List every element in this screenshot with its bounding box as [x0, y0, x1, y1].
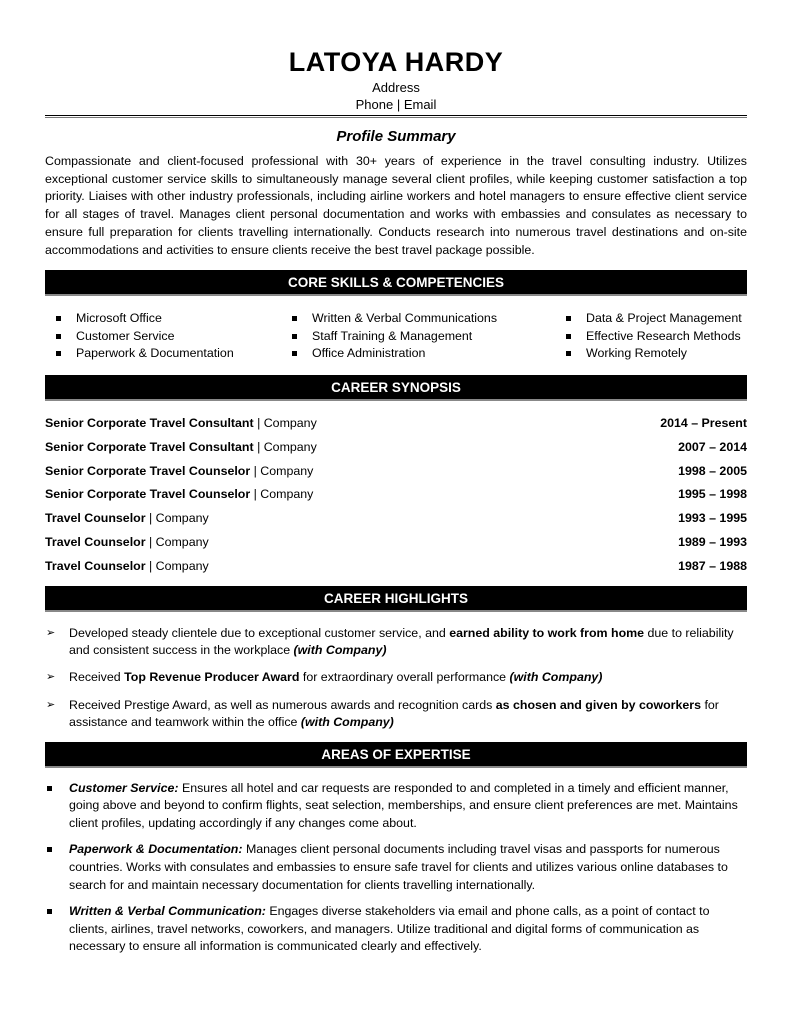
address: Address — [372, 80, 420, 95]
company: | Company — [145, 534, 209, 549]
expertise-list — [45, 780, 747, 956]
highlight-text: for assistance and teamwork within the office — [69, 697, 719, 730]
job-dates: 1993 – 1995 — [678, 511, 747, 526]
job-title: Senior Corporate Travel Counselor — [45, 487, 251, 502]
skill-item: Office Administration — [281, 345, 555, 363]
expertise-item — [45, 903, 747, 956]
skill-item: Paperwork & Documentation — [45, 345, 281, 363]
skill-item: Effective Research Methods — [555, 328, 747, 346]
company: | Company — [145, 558, 209, 573]
highlight-text: due to reliability and consistent success in the workplace — [69, 625, 734, 657]
job-title: Senior Corporate Travel Counselor — [45, 463, 251, 478]
skill-item: Data & Project Management — [555, 310, 747, 328]
career-row — [45, 507, 747, 531]
skill-item: Microsoft Office — [45, 310, 281, 328]
square-bullet-icon — [45, 903, 69, 956]
expertise-label: Paperwork & Documentation: — [69, 842, 243, 857]
square-bullet-icon — [45, 780, 69, 833]
highlight-company: (with Company) — [293, 642, 387, 657]
skills-heading: CORE SKILLS & COMPETENCIES — [45, 270, 747, 296]
highlight-emphasis: earned ability to work from home — [449, 625, 645, 640]
job-dates: 1989 – 1993 — [678, 534, 747, 549]
arrow-bullet-icon: ➢ — [46, 626, 56, 639]
expertise-text: Manages client personal documents including travel visas and passports for numerous countries. Works with consulates and embassies to ensure safe travel for clients and utilizes various online databases to search for and maintain necessary documentation for clients travelling internationally. — [69, 842, 728, 892]
highlight-company: (with Company) — [300, 715, 394, 730]
skill-item: Written & Verbal Communications — [281, 310, 555, 328]
resume-page — [45, 45, 747, 965]
career-row — [45, 531, 747, 555]
career-row — [45, 483, 747, 507]
company: | Company — [250, 463, 314, 478]
highlight-text: for extraordinary overall performance — [299, 670, 510, 685]
profile-summary-title: Profile Summary — [336, 128, 456, 145]
highlight-emphasis: Top Revenue Producer Award — [124, 670, 300, 685]
highlight-item — [45, 669, 747, 686]
job-title: Travel Counselor — [45, 511, 146, 526]
career-synopsis-heading: CAREER SYNOPSIS — [45, 375, 747, 401]
arrow-bullet-icon: ➢ — [46, 698, 56, 711]
highlight-text: Received Prestige Award, as well as numerous awards and recognition cards — [69, 697, 496, 712]
highlight-item — [45, 625, 747, 660]
skills-column-3 — [555, 310, 747, 363]
expertise-label: Customer Service: — [69, 780, 179, 795]
company: | Company — [145, 511, 209, 526]
job-dates: 1995 – 1998 — [678, 487, 747, 502]
career-synopsis-list — [45, 412, 747, 579]
highlight-text: Received — [69, 670, 125, 685]
areas-of-expertise-heading: AREAS OF EXPERTISE — [45, 742, 747, 768]
career-row — [45, 460, 747, 484]
career-highlights-list — [45, 625, 747, 732]
profile-summary-text: Compassionate and client-focused professional with 30+ years of experience in the travel consulting industry. Utilizes exceptional customer service skills to simultaneously manage several client profiles, while keeping customer satisfaction a top priority. Liaises with other industry professionals, including airline workers and hotel managers to ensure effective client service for all stages of travel. Manages client personal documentation and works with embassies and consulates as necessary to ensure full preparation for clients travelling internationally. Conducts research into numerous travel destinations and on-site accommodations and activities to ensure clients receive the best travel package possible. — [45, 154, 747, 257]
expertise-item — [45, 780, 747, 833]
job-dates: 2007 – 2014 — [678, 439, 747, 454]
expertise-label: Written & Verbal Communication: — [69, 904, 266, 919]
company: | Company — [253, 416, 317, 430]
company: | Company — [253, 439, 317, 454]
company: | Company — [250, 487, 314, 502]
job-dates: 1998 – 2005 — [678, 463, 747, 478]
job-title: Travel Counselor — [45, 558, 146, 573]
skills-list — [45, 310, 747, 363]
skill-item: Customer Service — [45, 328, 281, 346]
skills-column-2 — [281, 310, 555, 363]
header-divider — [45, 115, 747, 118]
square-bullet-icon — [45, 841, 69, 894]
expertise-text: Engages diverse stakeholders via email and phone calls, as a point of contact to clients, airlines, travel networks, coworkers, and managers. Utilize traditional and digital forms of communication as necessary to ensure all information is communicated clearly and effectively. — [69, 904, 710, 954]
skill-item: Working Remotely — [555, 345, 747, 363]
job-dates: 2014 – Present — [660, 416, 747, 430]
job-title: Senior Corporate Travel Consultant — [45, 416, 254, 430]
highlight-item — [45, 697, 747, 732]
expertise-item — [45, 841, 747, 894]
highlight-text: Developed steady clientele due to exceptional customer service, and — [69, 625, 450, 640]
expertise-text: Ensures all hotel and car requests are responded to and completed in a timely and efficient manner, going above and beyond to confirm flights, seat selection, memberships, and ensure client preferences are met. Maintains client profiles, updating accordingly if any changes come about. — [69, 780, 738, 830]
candidate-name: LATOYA HARDY — [288, 47, 504, 77]
job-dates: 1987 – 1988 — [678, 558, 747, 573]
highlight-company: (with Company) — [509, 670, 603, 685]
job-title: Senior Corporate Travel Consultant — [45, 439, 254, 454]
skills-column-1 — [45, 310, 281, 363]
skill-item: Staff Training & Management — [281, 328, 555, 346]
phone-email: Phone | Email — [355, 97, 437, 112]
career-highlights-heading: CAREER HIGHLIGHTS — [45, 586, 747, 612]
career-row — [45, 555, 747, 579]
job-title: Travel Counselor — [45, 534, 146, 549]
highlight-emphasis: as chosen and given by coworkers — [495, 697, 701, 712]
career-row — [45, 412, 747, 436]
arrow-bullet-icon: ➢ — [46, 671, 56, 684]
career-row — [45, 436, 747, 460]
